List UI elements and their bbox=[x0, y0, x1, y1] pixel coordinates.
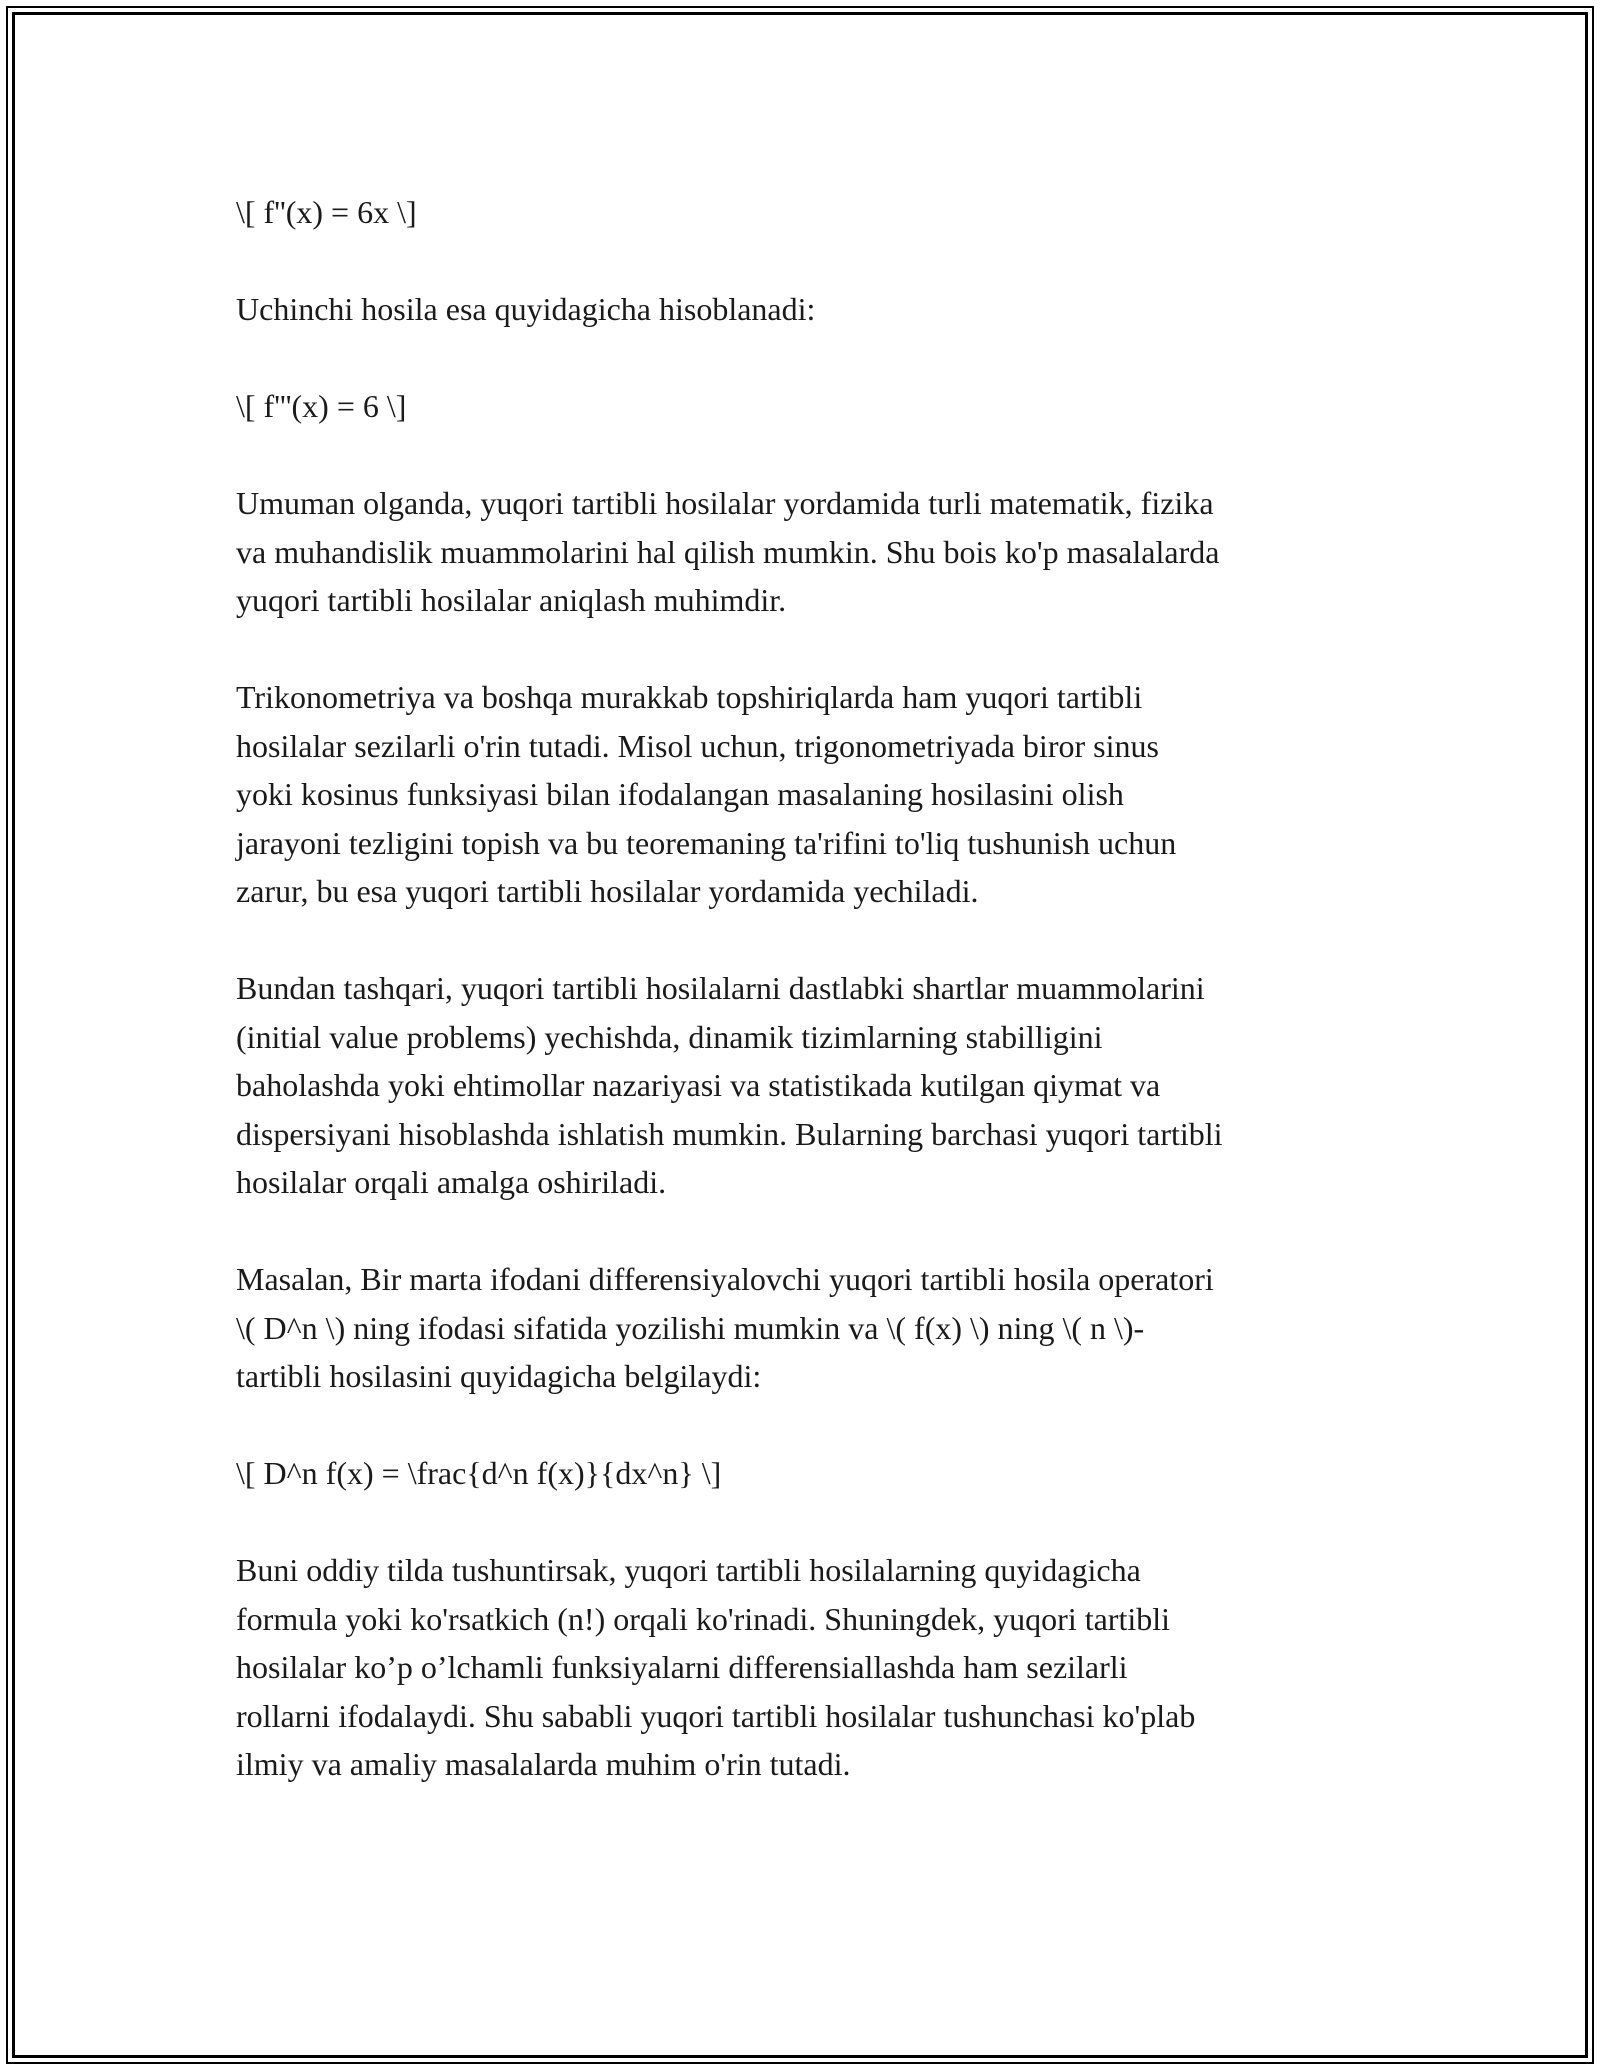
paragraph-general-use: Umuman olganda, yuqori tartibli hosilalar yordamida turli matematik, fizika va muhandislik muammolarini hal qilish mumkin. Shu bois ko'p masalalarda yuqori tartibli hosilalar aniqlash muhimdir. bbox=[236, 485, 1220, 618]
paragraph-applications: Bundan tashqari, yuqori tartibli hosilalarni dastlabki shartlar muammolarini (initial value problems) yechishda, dinamik tizimlarning stabilligini baholashda yoki ehtimollar nazariyasi va statistikada kutilgan qiymat va dispersiyani hisoblashda ishlatish mumkin. Bularning barchasi yuqori tartibli hosilalar orqali amalga oshiriladi. bbox=[236, 970, 1223, 1200]
document-body bbox=[236, 188, 1376, 1837]
equation-second-derivative: \[ f''(x) = 6x \] bbox=[236, 194, 417, 230]
paragraph-conclusion: Buni oddiy tilda tushuntirsak, yuqori tartibli hosilalarning quyidagicha formula yoki ko'rsatkich (n!) orqali ko'rinadi. Shuningdek, yuqori tartibli hosilalar ko’p o’lchamli funksiyalarni differensiallashda ham sezilarli rollarni ifodalaydi. Shu sababli yuqori tartibli hosilalar tushunchasi ko'plab ilmiy va amaliy masalalarda muhim o'rin tutadi. bbox=[236, 1552, 1196, 1782]
equation-operator: \[ D^n f(x) = \frac{d^n f(x)}{dx^n} \] bbox=[236, 1455, 722, 1491]
paragraph-trigonometry: Trikonometriya va boshqa murakkab topshiriqlarda ham yuqori tartibli hosilalar sezilarli o'rin tutadi. Misol uchun, trigonometriyada biror sinus yoki kosinus funksiyasi bilan ifodalangan masalaning hosilasini olish jarayoni tezligini topish va bu teoremaning ta'rifini to'liq tushunish uchun zarur, bu esa yuqori tartibli hosilalar yordamida yechiladi. bbox=[236, 679, 1177, 909]
paragraph-third-derivative-intro: Uchinchi hosila esa quyidagicha hisoblanadi: bbox=[236, 291, 816, 327]
equation-third-derivative: \[ f'''(x) = 6 \] bbox=[236, 388, 407, 424]
paragraph-operator-definition: Masalan, Bir marta ifodani differensiyalovchi yuqori tartibli hosila operatori \( D^n \) ning ifodasi sifatida yozilishi mumkin va \( f(x) \) ning \( n \)- tartibli hosilasini quyidagicha belgilaydi: bbox=[236, 1261, 1214, 1394]
